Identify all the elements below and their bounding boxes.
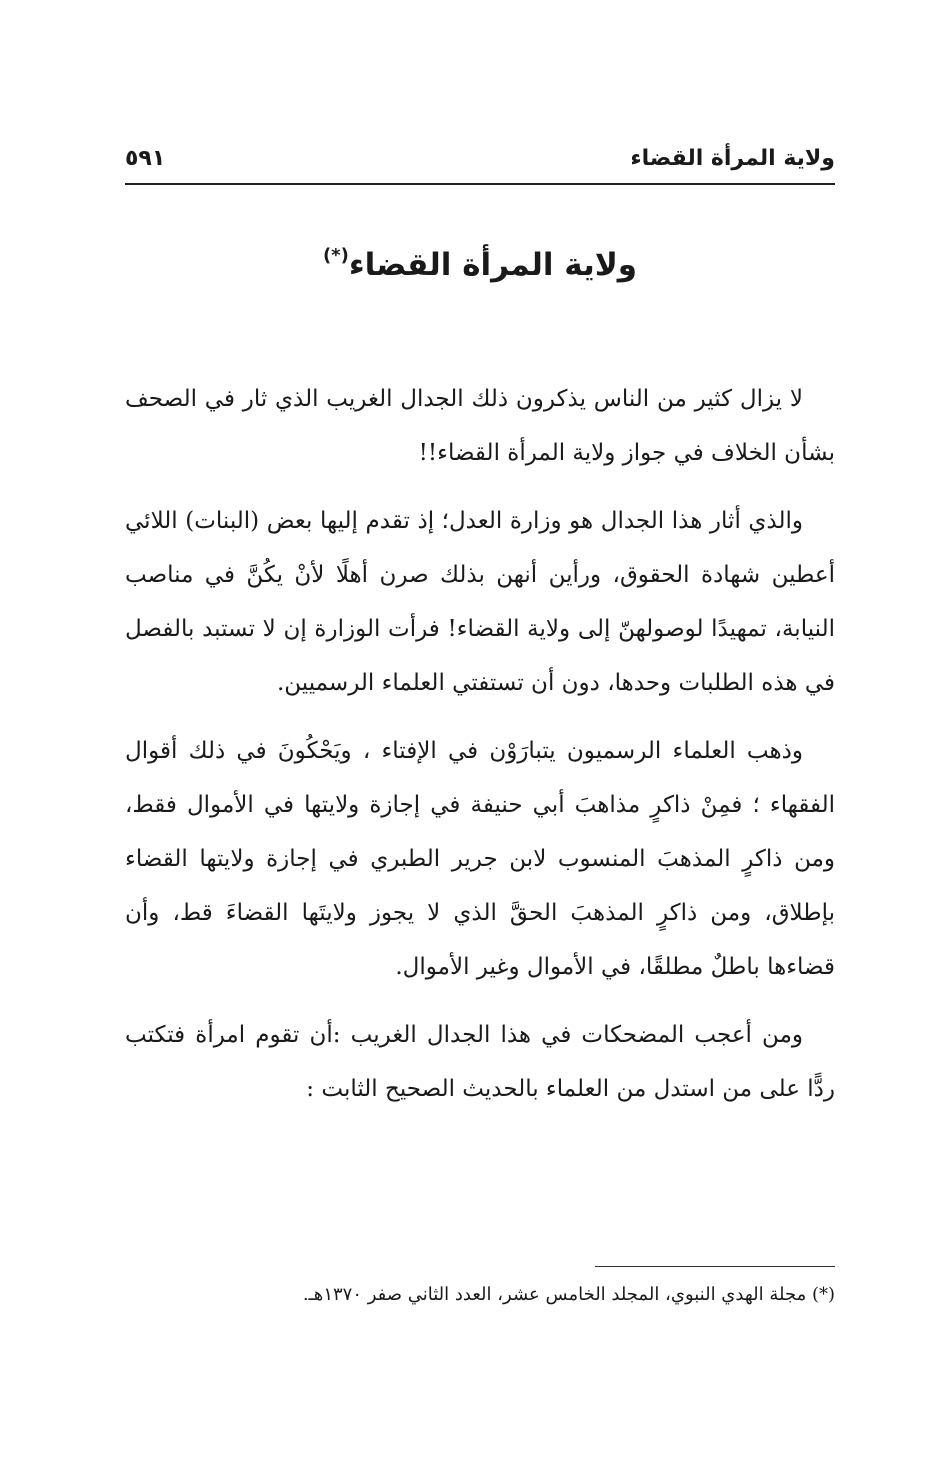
- paragraph-2: والذي أثار هذا الجدال هو وزارة العدل؛ إذ تقدم إليها بعض (البنات) اللائي أعطين شهادة الحقوق، ورأين أنهن بذلك صرن أهلًا لأنْ يكُنَّ في مناصب النيابة، تمهيدًا لوصولهنّ إلى ولاية القضاء! فرأت الوزارة إن لا تستبد بالفصل في هذه الطلبات وحدها، دون أن تستفتي العلماء الرسميين.: [125, 508, 835, 696]
- running-header: [125, 142, 835, 182]
- article-title: [125, 240, 835, 290]
- paragraph-3: وذهب العلماء الرسميون يتبارَوْن في الإفتاء ، ويَحْكُونَ في ذلك أقوال الفقهاء ؛ فمِنْ ذاكرٍ مذاهبَ أبي حنيفة في إجازة ولايتها في الأموال فقط، ومن ذاكرٍ المذهبَ المنسوب لابن جرير الطبري في إجازة ولايتها القضاء بإطلاق، ومن ذاكرٍ المذهبَ الحقَّ الذي لا يجوز ولايتَها القضاءَ قط، وأن قضاءها باطلٌ مطلقًا، في الأموال وغير الأموال.: [125, 738, 835, 980]
- article-title-text: ولاية المرأة القضاء: [348, 247, 638, 283]
- running-header-title: ولاية المرأة القضاء: [630, 146, 835, 171]
- footnote: (*) مجلة الهدي النبوي، المجلد الخامس عشر، العدد الثاني صفر ١٣٧٠هـ.: [302, 1284, 835, 1305]
- article-body: [125, 372, 835, 1130]
- footnote-marker: (*): [322, 245, 349, 266]
- paragraph-1: لا يزال كثير من الناس يذكرون ذلك الجدال الغريب الذي ثار في الصحف بشأن الخلاف في جواز ولاية المرأة القضاء!!: [125, 386, 835, 466]
- paragraph-4: ومن أعجب المضحكات في هذا الجدال الغريب :أن تقوم امرأة فتكتب ردًّا على من استدل من العلماء بالحديث الصحيح الثابت :: [125, 1022, 835, 1102]
- header-divider: [125, 183, 835, 185]
- footnote-divider: [595, 1266, 835, 1267]
- page-number: ٥٩١: [125, 146, 166, 171]
